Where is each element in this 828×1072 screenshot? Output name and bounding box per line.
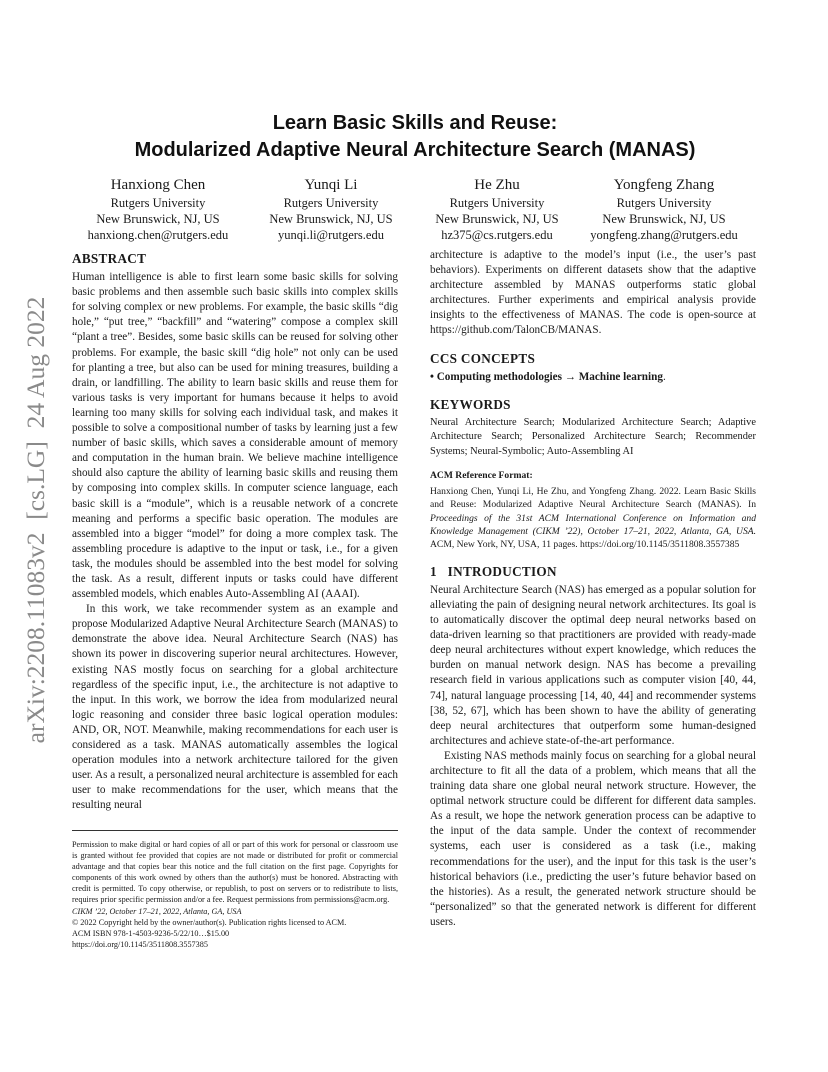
arxiv-identifier-stamp xyxy=(14,280,56,760)
author-block xyxy=(70,176,246,243)
abstract-paragraph-1: Human intelligence is able to first learn some basic skills for solving basic problems and then assemble such basic skills into complex skills for solving complex or new problems. For example, the basic skills “dig hole,” “put tree,” “backfill” and “watering” compose a complex skill “plant a tree”. Besides, some basic skills can be reused for solving other problems. For example, the basic skill “dig hole” not only can be used for planting a tree, but also can be used for mining treasures, building a drain, or landfilling. The ability to learn basic skills and reuse them for various tasks is very important for humans because it helps to avoid learning too many skills for solving each individual task, and makes it possible to solve a compositional number of tasks by learning just a few number of basic skills, which saves a considerable amount of memory and computation in the human brain. We believe machine intelligence should also capture the ability of learning basic skills and reusing them by composing into complex skills. In computer science language, each basic skill is a “module”, which is a reusable network of a concrete meaning and performs a specific basic operation. The modules are assembled into a bigger “model” for doing a more complex task. The assembling procedure is adaptive to the input or task, i.e., for a given task, the modules should be assembled into the best model for solving the task. As a result, different inputs or tasks could have different assembled models, which enables Auto-Assembling AI (AAAI). xyxy=(72,271,398,601)
left-column xyxy=(72,251,398,813)
abstract-heading: ABSTRACT xyxy=(72,251,147,266)
author-block xyxy=(243,176,419,243)
author-affiliation: Rutgers University xyxy=(449,196,545,210)
acm-reference-authors: Hanxiong Chen, Yunqi Li, He Zhu, and Yongfeng Zhang. 2022. Learn Basic Skills and Reuse: Modularized Adaptive Neural Architecture Search (MANAS). In xyxy=(430,485,756,511)
abstract-paragraph-3: architecture is adaptive to the model’s input (i.e., the user’s past behaviors). Experiments on different datasets show that the adaptive architecture assembled by MANAS outperforms static global architectures. Further experiments and empirical analysis provide insights to the effectiveness of MANAS. The code is open-source at https://github.com/TalonCB/MANAS. xyxy=(430,249,756,337)
author-email[interactable]: yongfeng.zhang@rutgers.edu xyxy=(590,228,738,242)
right-column xyxy=(430,248,756,930)
permission-text: Permission to make digital or hard copies of all or part of this work for personal or classroom use is granted without fee provided that copies are not made or distributed for profit or commercial advantage and that copies bear this notice and the full citation on the first page. Copyrights for components of this work owned by others than the author(s) must be honored. Abstracting with credit is permitted. To copy otherwise, or republish, to post on servers or to redistribute to lists, requires prior specific permission and/or a fee. Request permissions from permissions@acm.org. xyxy=(72,840,398,905)
author-name: Hanxiong Chen xyxy=(110,177,206,193)
ccs-concept: • Computing methodologies → Machine learning xyxy=(430,370,663,383)
title-line-2: Modularized Adaptive Neural Architecture Search (MANAS) xyxy=(134,139,696,161)
author-name: He Zhu xyxy=(474,177,520,193)
author-email[interactable]: hz375@cs.rutgers.edu xyxy=(441,228,553,242)
paper-title xyxy=(60,110,770,164)
introduction-paragraph-2: Existing NAS methods mainly focus on searching for a global neural architecture to fit all the data of a problem, which means that all the training data share one global neural network structure. However, the optimal network structure could be different for different data samples. As a result, we hope the network generation process can be adaptive to the input of the data sample. Under the context of recommender systems, each user is considered as a task (i.e., making recommendations for the user), and the input for this task is the user’s historical behaviors (i.e., predicting the user’s future behavior based on the histories). As a result, the generated network structure should be “personalized” so that the generated network is different for different users. xyxy=(430,749,756,928)
doi-link[interactable]: https://doi.org/10.1145/3511808.3557385 xyxy=(72,939,208,949)
arxiv-id-text: arXiv:2208.11083v2 [cs.LG] 24 Aug 2022 xyxy=(21,296,50,744)
acm-reference-venue: Proceedings of the 31st ACM International Conference on Information and Knowledge Management (CIKM ’22), October 17–21, 2022, Atlanta, GA, USA. xyxy=(430,512,756,537)
isbn-line: ACM ISBN 978-1-4503-9236-5/22/10…$15.00 xyxy=(72,928,230,938)
author-affiliation: Rutgers University xyxy=(616,196,712,210)
permission-footnote xyxy=(72,830,398,950)
author-email[interactable]: yunqi.li@rutgers.edu xyxy=(278,228,384,242)
ccs-heading: CCS CONCEPTS xyxy=(430,350,536,366)
author-location: New Brunswick, NJ, US xyxy=(96,212,220,226)
author-affiliation: Rutgers University xyxy=(283,196,379,210)
conference-line: CIKM ’22, October 17–21, 2022, Atlanta, GA, USA xyxy=(72,906,242,916)
ccs-item xyxy=(430,370,756,385)
keywords-text: Neural Architecture Search; Modularized Architecture Search; Adaptive Architecture Search; Personalized Architecture Search; Recommender Systems; Neural-Symbolic; Auto-Assembling AI xyxy=(430,416,756,458)
introduction-heading: 1 INTRODUCTION xyxy=(430,563,557,579)
author-affiliation: Rutgers University xyxy=(110,196,206,210)
author-name: Yunqi Li xyxy=(304,177,358,193)
copyright-line: © 2022 Copyright held by the owner/author(s). Publication rights licensed to ACM. xyxy=(72,917,347,927)
abstract-paragraph-2: In this work, we take recommender system as an example and propose Modularized Adaptive Neural Architecture Search (MANAS) to demonstrate the above idea. Neural Architecture Search (NAS) has shown its power in discovering superior neural architectures. However, existing NAS mostly focus on searching for a global architecture regardless of the specific input, i.e., the architecture is not adaptive to the input. In this work, we borrow the idea from modularized neural logic reasoning and consider three basic logical operation modules: AND, OR, NOT. Meanwhile, making recommendations for each user is considered as a task. MANAS automatically assembles the logical operation modules into a network architecture tailored for the given user. As a result, a personalized neural architecture is assembled for each user to make recommendations for the user, which means that the resulting neural xyxy=(72,603,398,812)
ccs-period: . xyxy=(662,370,666,383)
acm-reference-tail: ACM, New York, NY, USA, 11 pages. https://doi.org/10.1145/3511808.3557385 xyxy=(430,539,740,551)
author-name: Yongfeng Zhang xyxy=(613,177,715,193)
acm-reference-heading: ACM Reference Format: xyxy=(430,469,533,481)
author-location: New Brunswick, NJ, US xyxy=(602,212,726,226)
author-location: New Brunswick, NJ, US xyxy=(269,212,393,226)
author-block xyxy=(409,176,585,243)
author-block xyxy=(576,176,752,243)
title-line-1: Learn Basic Skills and Reuse: xyxy=(272,112,558,134)
author-email[interactable]: hanxiong.chen@rutgers.edu xyxy=(87,228,229,242)
author-location: New Brunswick, NJ, US xyxy=(435,212,559,226)
introduction-paragraph-1: Neural Architecture Search (NAS) has emerged as a popular solution for alleviating the pain of designing neural network architectures. Its goal is to automatically discover the optimal deep neural networks based on data-driven learning so that practitioners are provided with ready-made deep neural architectures without expert knowledge, which reduces the burden on manual network design. NAS has become a prevailing research field in various applications such as computer vision [40, 44, 74], natural language processing [14, 40, 44] and recommender systems [38, 52, 67], which has been shown to have the ability of generating deep neural architectures that outperform some human-designed architectures and achieve state-of-the-art performance. xyxy=(430,583,756,747)
acm-reference-text xyxy=(430,485,756,552)
keywords-heading: KEYWORDS xyxy=(430,396,511,412)
